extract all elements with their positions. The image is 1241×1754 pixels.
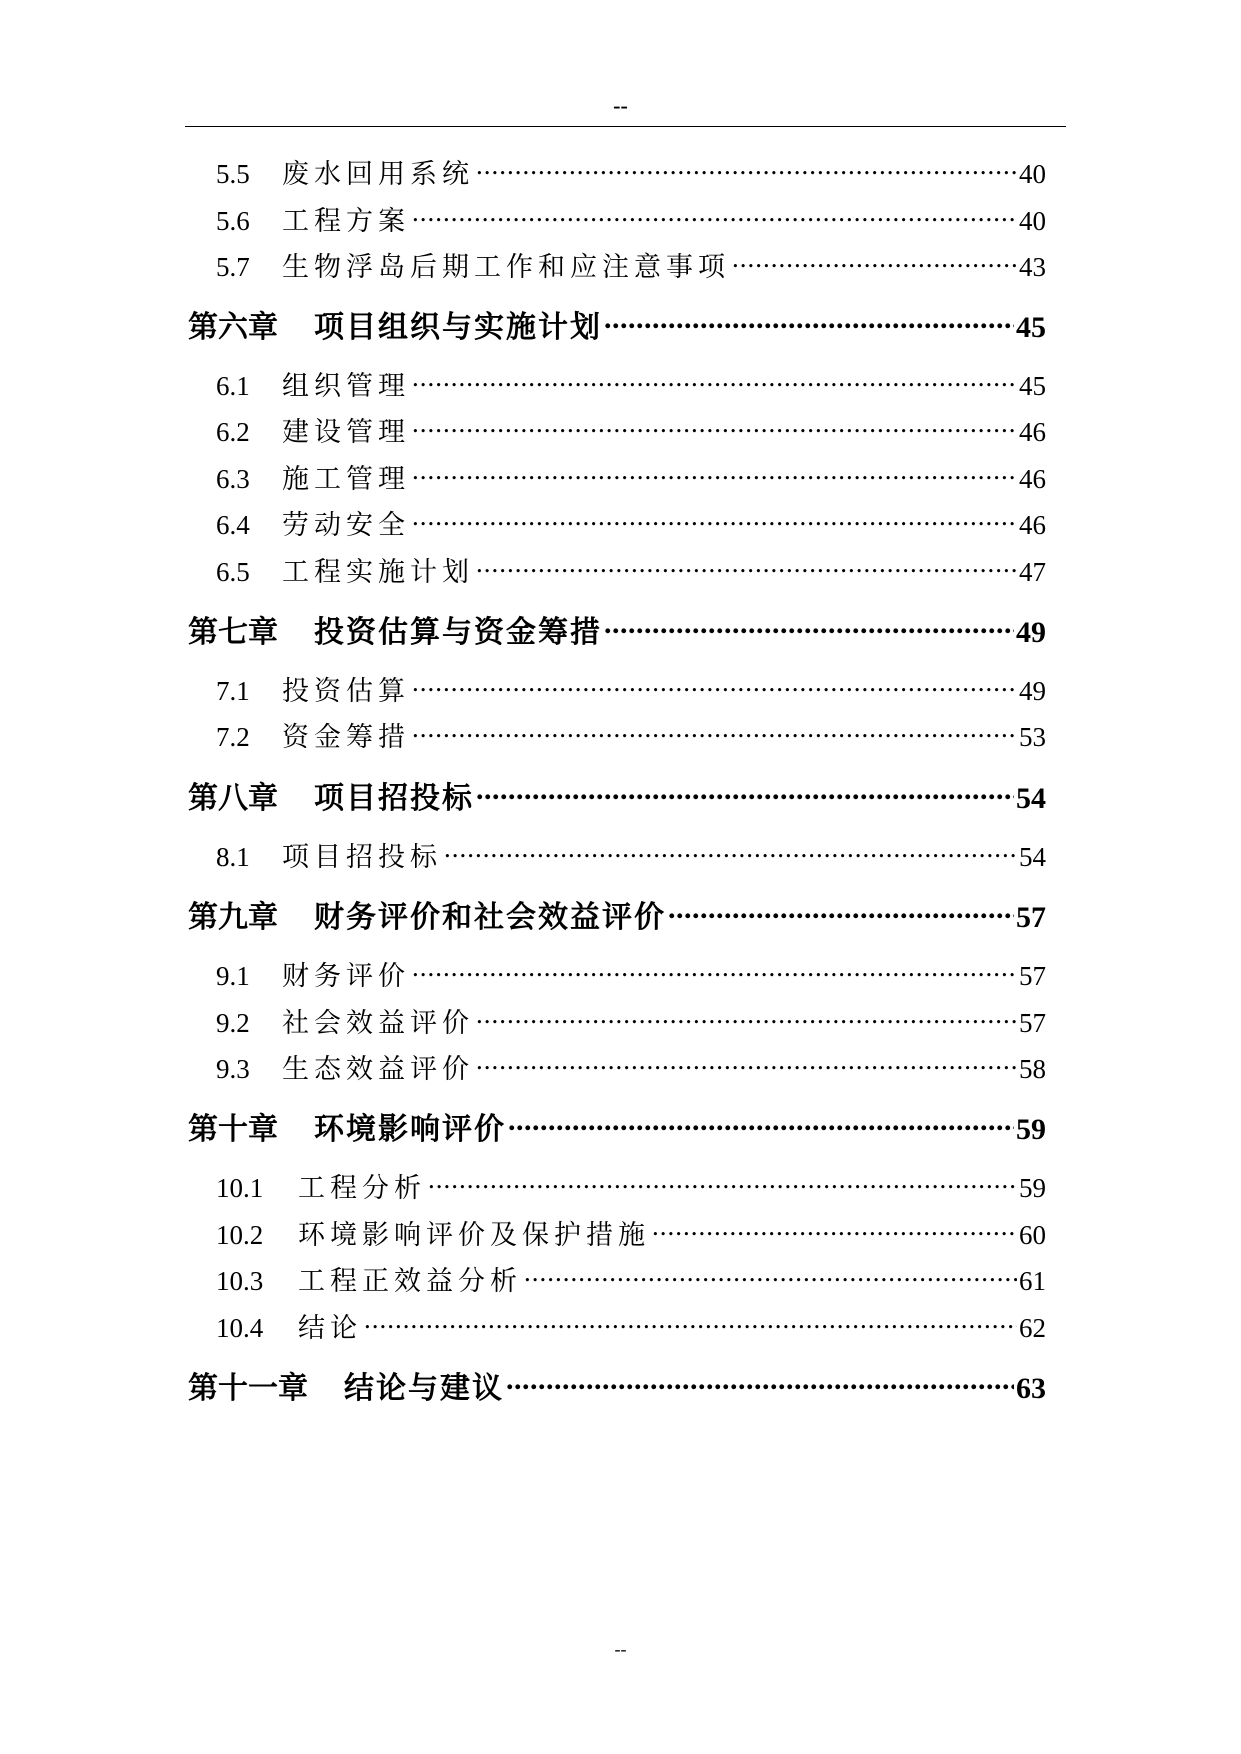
toc-entry-title: 施工管理 [282,464,410,494]
toc-entry-number: 10.2 [216,1220,264,1250]
toc-entry-page-number: 45 [1019,371,1046,401]
toc-chapter-entry[interactable] [188,768,1046,815]
toc-dot-leader [476,768,1014,808]
toc-section-entry[interactable] [216,190,1046,236]
toc-entry-number: 第七章 [188,616,278,649]
toc-entry-number: 8.1 [216,842,250,872]
toc-entry-number: 6.2 [216,417,250,447]
toc-entry-number: 9.2 [216,1008,250,1038]
page-header-mark: -- [613,93,628,118]
toc-entry-page-number: 59 [1016,1113,1046,1146]
toc-section-entry[interactable] [216,1157,1046,1203]
toc-entry-page-number: 58 [1019,1054,1046,1084]
toc-dot-leader [412,706,1017,746]
toc-entry-title: 生物浮岛后期工作和应注意事项 [282,252,730,282]
toc-entry-title: 废水回用系统 [282,159,474,189]
toc-entry-page-number: 54 [1019,842,1046,872]
toc-section-entry[interactable] [216,494,1046,540]
page-footer-mark: -- [614,1639,627,1659]
toc-chapter-entry[interactable] [188,1099,1046,1146]
toc-entry-number: 7.2 [216,722,250,752]
toc-section-entry[interactable] [216,945,1046,991]
toc-entry-page-number: 60 [1019,1220,1046,1250]
toc-entry-number: 5.7 [216,252,250,282]
toc-section-entry[interactable] [216,541,1046,587]
toc-section-entry[interactable] [216,1297,1046,1343]
toc-entry-title: 环境影响评价及保护措施 [298,1220,650,1250]
toc-dot-leader [412,190,1017,230]
toc-entry-number: 第十章 [188,1113,278,1146]
toc-dot-leader [508,1099,1014,1139]
toc-entry-number: 10.4 [216,1313,264,1343]
toc-entry-page-number: 46 [1019,510,1046,540]
header-rule [185,126,1066,127]
toc-dot-leader [732,236,1017,276]
toc-entry-title: 组织管理 [282,371,410,401]
toc-entry-page-number: 46 [1019,417,1046,447]
toc-entry-number: 第八章 [188,782,278,815]
toc-entry-page-number: 57 [1016,901,1046,934]
toc-dot-leader [476,541,1017,581]
toc-entry-number: 5.6 [216,206,250,236]
toc-entry-title: 工程分析 [298,1173,426,1203]
toc-section-entry[interactable] [216,143,1046,189]
toc-dot-leader [412,401,1017,441]
toc-entry-title: 资金筹措 [282,722,410,752]
toc-entry-page-number: 62 [1019,1313,1046,1343]
toc-entry-title: 结论 [298,1313,362,1343]
toc-entry-page-number: 43 [1019,252,1046,282]
toc-entry-number: 第九章 [188,901,278,934]
toc-entry-number: 第六章 [188,311,278,344]
toc-section-entry[interactable] [216,1250,1046,1296]
toc-entry-number: 10.3 [216,1266,264,1296]
toc-entry-page-number: 49 [1016,616,1046,649]
toc-entry-page-number: 61 [1019,1266,1046,1296]
toc-entry-title: 环境影响评价 [314,1113,506,1146]
toc-entry-page-number: 59 [1019,1173,1046,1203]
toc-entry-title: 项目招投标 [314,782,474,815]
toc-entry-title: 项目招投标 [282,842,442,872]
toc-entry-page-number: 40 [1019,159,1046,189]
toc-section-entry[interactable] [216,660,1046,706]
toc-entry-title: 建设管理 [282,417,410,447]
toc-dot-leader [412,945,1017,985]
toc-entry-title: 生态效益评价 [282,1054,474,1084]
toc-chapter-entry[interactable] [188,297,1046,344]
toc-dot-leader [428,1157,1017,1197]
toc-dot-leader [364,1297,1017,1337]
toc-dot-leader [412,660,1017,700]
toc-dot-leader [476,143,1017,183]
toc-entry-number: 6.3 [216,464,250,494]
toc-entry-number: 5.5 [216,159,250,189]
toc-section-entry[interactable] [216,236,1046,282]
toc-entry-title: 投资估算 [282,676,410,706]
toc-entry-number: 9.1 [216,961,250,991]
toc-entry-number: 第十一章 [188,1372,308,1405]
toc-section-entry[interactable] [216,706,1046,752]
toc-entry-page-number: 45 [1016,311,1046,344]
toc-dot-leader [412,494,1017,534]
toc-entry-title: 投资估算与资金筹措 [314,616,602,649]
toc-dot-leader [412,355,1017,395]
toc-entry-page-number: 63 [1016,1372,1046,1405]
toc-dot-leader [476,992,1017,1032]
toc-dot-leader [412,448,1017,488]
toc-section-entry[interactable] [216,1038,1046,1084]
toc-dot-leader [476,1038,1017,1078]
toc-dot-leader [668,887,1014,927]
toc-entry-number: 10.1 [216,1173,264,1203]
toc-section-entry[interactable] [216,826,1046,872]
toc-entry-title: 工程实施计划 [282,557,474,587]
toc-dot-leader [444,826,1017,866]
toc-entry-page-number: 57 [1019,1008,1046,1038]
toc-chapter-entry[interactable] [188,602,1046,649]
toc-section-entry[interactable] [216,448,1046,494]
toc-entry-page-number: 54 [1016,782,1046,815]
toc-entry-page-number: 47 [1019,557,1046,587]
toc-dot-leader [604,297,1014,337]
toc-dot-leader [506,1358,1014,1398]
toc-chapter-entry[interactable] [188,887,1046,934]
toc-dot-leader [652,1204,1017,1244]
toc-dot-leader [604,602,1014,642]
toc-section-entry[interactable] [216,992,1046,1038]
toc-entry-number: 7.1 [216,676,250,706]
toc-entry-title: 项目组织与实施计划 [314,311,602,344]
toc-entry-page-number: 46 [1019,464,1046,494]
toc-section-entry[interactable] [216,1204,1046,1250]
toc-entry-number: 6.5 [216,557,250,587]
toc-entry-title: 工程正效益分析 [298,1266,522,1296]
toc-entry-title: 结论与建议 [344,1372,504,1405]
toc-entry-number: 9.3 [216,1054,250,1084]
toc-entry-page-number: 40 [1019,206,1046,236]
toc-dot-leader [524,1250,1017,1290]
toc-section-entry[interactable] [216,355,1046,401]
toc-entry-number: 6.4 [216,510,250,540]
toc-section-entry[interactable] [216,401,1046,447]
toc-entry-title: 工程方案 [282,206,410,236]
toc-entry-title: 社会效益评价 [282,1008,474,1038]
toc-entry-page-number: 53 [1019,722,1046,752]
toc-entry-page-number: 57 [1019,961,1046,991]
toc-entry-title: 财务评价和社会效益评价 [314,901,666,934]
toc-entry-title: 财务评价 [282,961,410,991]
toc-entry-number: 6.1 [216,371,250,401]
toc-entry-title: 劳动安全 [282,510,410,540]
toc-chapter-entry[interactable] [188,1358,1046,1405]
toc-entry-page-number: 49 [1019,676,1046,706]
